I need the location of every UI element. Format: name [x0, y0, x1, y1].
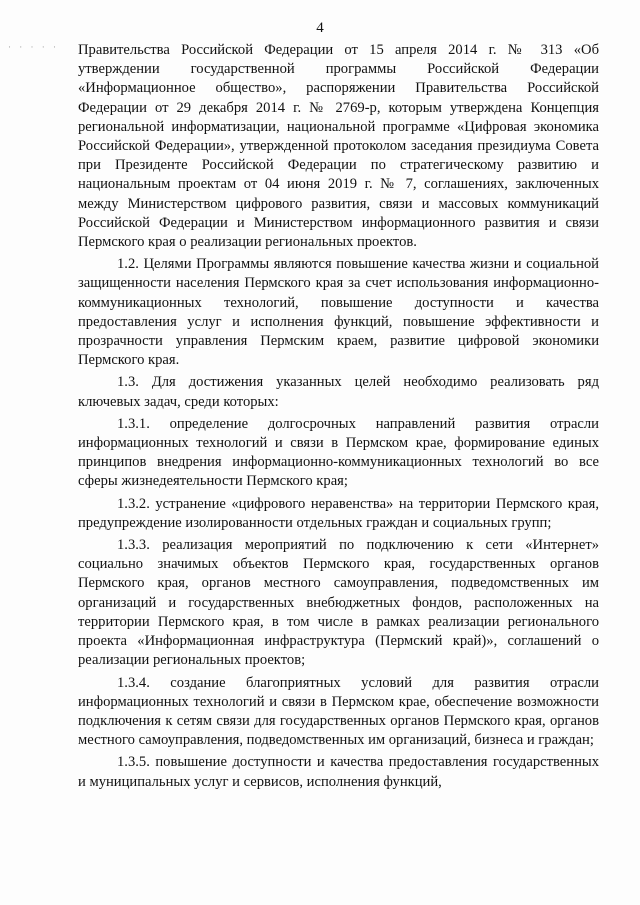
paragraph-1-3-tasks: 1.3. Для достижения указанных целей необходимо реализовать ряд ключевых задач, среди которых: — [78, 374, 599, 410]
page-number: 4 — [316, 20, 324, 36]
body-text — [78, 41, 599, 792]
paragraph-1-3-5: 1.3.5. повышение доступности и качества предоставления государственных и муниципальных услуг и сервисов, исполнения функций, — [78, 754, 599, 790]
paragraph-1-2-goals: 1.2. Целями Программы являются повышение качества жизни и социальной защищенности населения Пермского края за счет использования информационно-коммуникационных технологий, повышение доступности и качества предоставления услуг и исполнения функций, повышение эффективности и прозрачности управления Пермским краем, развитие цифровой экономики Пермского края. — [78, 256, 599, 369]
paragraph-1-3-1: 1.3.1. определение долгосрочных направлений развития отрасли информационных технологий и связи в Пермском крае, формирование единых принципов внедрения информационно-коммуникационных технологий во все сферы жизнедеятельности Пермского края; — [78, 415, 599, 490]
paragraph-1-3-4: 1.3.4. создание благоприятных условий для развития отрасли информационных технологий и связи в Пермском крае, обеспечение возможности подключения к сетям связи для государственных органов Пермского края, органов местного самоуправления, подведомственных им организаций, бизнеса и граждан; — [78, 674, 599, 749]
margin-scan-mark: · · · · · — [8, 42, 59, 52]
paragraph-1-3-3: 1.3.3. реализация мероприятий по подключению к сети «Интернет» социально значимых объектов Пермского края, государственных органов Пермского края, органов местного самоуправления, подведомственных им организаций и государственных внебюджетных фондов, расположенных на территории Пермского края, в том числе в рамках реализации регионального проекта «Информационная инфраструктура (Пермский край)», соглашений о реализации региональных проектов; — [78, 537, 599, 669]
paragraph-continuation: Правительства Российской Федерации от 15 апреля 2014 г. № 313 «Об утверждении государственной программы Российской Федерации «Информационное общество», распоряжении Правительства Российской Федерации от 29 декабря 2014 г. № 2769-р, которым утверждена Концепция региональной информатизации, национальной программе «Цифровая экономика Российской Федерации», утвержденной протоколом заседания президиума Совета при Президенте Российской Федерации по стратегическому развитию и национальным проектам от 04 июня 2019 г. № 7, соглашениях, заключенных между Министерством цифрового развития, связи и массовых коммуникаций Российской Федерации и Министерством информационного развития и связи Пермского края о реализации региональных проектов. — [78, 42, 599, 251]
paragraph-1-3-2: 1.3.2. устранение «цифрового неравенства» на территории Пермского края, предупреждение изолированности отдельных граждан и социальных групп; — [78, 495, 599, 531]
